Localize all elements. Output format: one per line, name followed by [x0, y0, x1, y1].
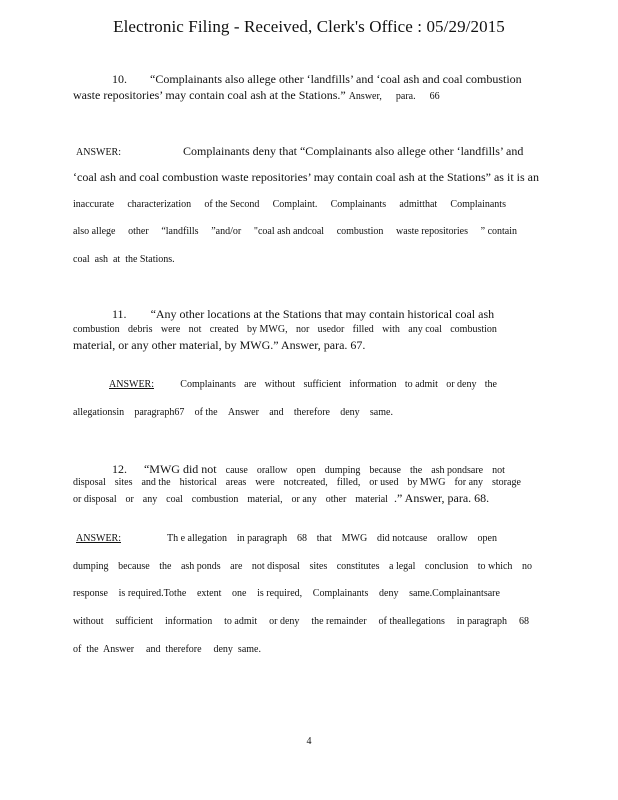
paragraph-12-line-2: disposal sites and the historical areas were notcreated, filled, or used by MWG for any storage [73, 477, 521, 488]
answer-10-line-2: ‘coal ash and coal combustion waste repositories’ may contain coal ash at the Stations” as it is an [73, 170, 539, 184]
paragraph-10-line-2: waste repositories’ may contain coal ash at the Stations.” Answer, para. 66 [73, 88, 440, 102]
paragraph-10-line-1: 10. “Complainants also allege other ‘landfills’ and ‘coal ash and coal combustion [112, 72, 522, 86]
answer-10-line-1: ANSWER: Complainants deny that “Complainants also allege other ‘landfills’ and [76, 144, 524, 158]
answer-12-line-1: ANSWER: Th e allegation in paragraph 68 that MWG did notcause orallow open [76, 533, 497, 544]
answer-10-line-3: inaccurate characterization of the Second Complaint. Complainants admitthat Complainants [73, 199, 506, 210]
paragraph-number: 10. [112, 72, 127, 86]
electronic-filing-header: Electronic Filing - Received, Clerk's Office : 05/29/2015 [113, 17, 505, 36]
answer-10-line-4: also allege other “landfills ”and/or "coal ash andcoal combustion waste repositories ” contain [73, 226, 517, 237]
paragraph-12-line-3: or disposal or any coal combustion material, or any other material .” Answer, para. 68. [73, 491, 490, 505]
paragraph-11-line-2: combustion debris were not created by MWG, nor usedor filled with any coal combustion [73, 324, 497, 335]
answer-12-line-4: without sufficient information to admit or deny the remainder of theallegations in paragraph 68 [73, 616, 529, 627]
answer-11-line-2: allegationsin paragraph67 of the Answer and therefore deny same. [73, 407, 393, 418]
answer-11-line-1: ANSWER: Complainants are without sufficient information to admit or deny the [109, 379, 497, 390]
answer-12-line-3: response is required.Tothe extent one is required, Complainants deny same.Complainantsare [73, 588, 500, 599]
paragraph-11-line-1: 11. “Any other locations at the Stations that may contain historical coal ash [112, 307, 495, 321]
answer-12-line-2: dumping because the ash ponds are not disposal sites constitutes a legal conclusion to which no [73, 561, 532, 572]
answer-12-line-5: of the Answer and therefore deny same. [73, 644, 261, 655]
answer-label: ANSWER: [109, 379, 154, 390]
answer-label: ANSWER: [76, 533, 121, 544]
paragraph-11-line-3: material, or any other material, by MWG.” Answer, para. 67. [73, 338, 366, 352]
paragraph-number: 12. [112, 462, 127, 476]
answer-label: ANSWER: [76, 147, 121, 158]
paragraph-number: 11. [112, 307, 127, 321]
paragraph-12-line-1: 12. “MWG did not cause orallow open dumping because the ash pondsare not [112, 462, 505, 476]
page-number: 4 [306, 736, 312, 747]
answer-10-line-5: coal ash at the Stations. [73, 254, 175, 265]
